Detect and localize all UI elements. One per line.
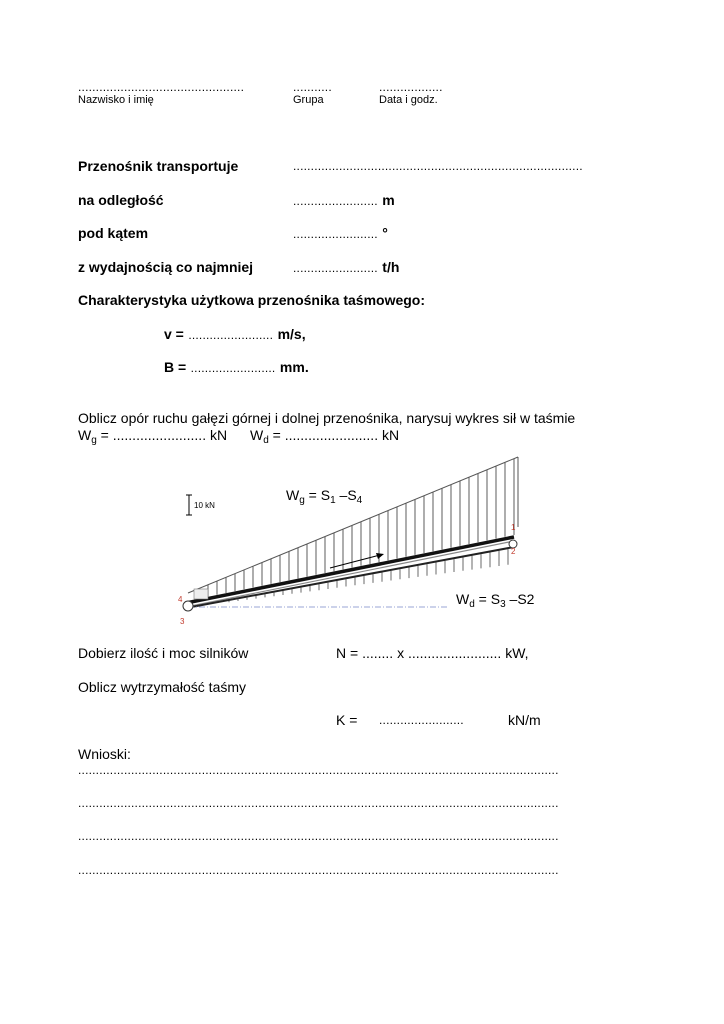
- point-1-label: 1: [511, 523, 516, 532]
- wg-equation: = ........................ kN: [96, 427, 228, 443]
- angle-label: pod kątem: [78, 225, 149, 241]
- resistance-instruction: Oblicz opór ruchu gałęzi górnej i dolnej przenośnika, narysuj wykres sił w taśmie: [78, 410, 576, 426]
- date-label: Data i godz.: [379, 94, 438, 106]
- capacity-label: z wydajnością co najmniej: [78, 259, 254, 275]
- angle-dots: ........................: [293, 227, 378, 241]
- b-dots: ........................: [190, 361, 276, 375]
- date-dots[interactable]: ..................: [379, 80, 443, 94]
- v-dots: ........................: [188, 328, 274, 342]
- b-unit: mm.: [279, 359, 309, 375]
- distance-field[interactable]: [293, 192, 395, 210]
- motors-label: Dobierz ilość i moc silników: [78, 645, 249, 661]
- b-field[interactable]: [164, 359, 309, 377]
- motors-formula[interactable]: N = ........ x ........................ kW,: [336, 645, 529, 661]
- wd-symbol: W: [250, 427, 264, 443]
- b-label: B =: [164, 359, 187, 375]
- v-field[interactable]: [164, 326, 306, 344]
- conclusion-line[interactable]: ........................................................................................................................................: [78, 796, 559, 810]
- point-4-label: 4: [178, 595, 183, 604]
- conclusion-line[interactable]: ........................................................................................................................................: [78, 863, 559, 877]
- capacity-unit: t/h: [382, 259, 400, 275]
- belt-force-diagram: [178, 457, 535, 627]
- transports-label: Przenośnik transportuje: [78, 158, 239, 174]
- strength-label: Oblicz wytrzymałość taśmy: [78, 679, 247, 695]
- k-label: K =: [336, 712, 358, 728]
- angle-field[interactable]: [293, 225, 388, 243]
- name-label: Nazwisko i imię: [78, 94, 154, 106]
- wg-field[interactable]: [78, 427, 228, 446]
- group-label: Grupa: [293, 94, 324, 106]
- conclusions-label: Wnioski:: [78, 746, 131, 762]
- distance-label: na odległość: [78, 192, 164, 208]
- point-3-label: 3: [180, 617, 185, 626]
- wg-subscript: g: [91, 435, 97, 446]
- k-unit: kN/m: [508, 712, 541, 728]
- wd-equation: = ........................ kN: [268, 427, 400, 443]
- name-dots[interactable]: ...............................................: [78, 80, 245, 94]
- v-label: v =: [164, 326, 184, 342]
- v-unit: m/s,: [277, 326, 306, 342]
- scale-label: 10 kN: [194, 501, 215, 510]
- k-dots[interactable]: ........................: [379, 713, 464, 727]
- capacity-dots: ........................: [293, 261, 378, 275]
- diagram-wg-label: $W_g = S_1$ $-S_4$: [286, 487, 363, 506]
- angle-unit: °: [382, 225, 388, 241]
- tail-frame: [194, 589, 208, 599]
- diagram-wd-label: $W_d = S_3$ –S2: [456, 591, 535, 610]
- distance-dots: ........................: [293, 194, 378, 208]
- wd-field[interactable]: [250, 427, 400, 446]
- conclusion-line[interactable]: ........................................................................................................................................: [78, 829, 559, 843]
- distance-unit: m: [382, 192, 395, 208]
- group-dots[interactable]: ...........: [293, 80, 332, 94]
- conclusion-line[interactable]: ........................................................................................................................................: [78, 763, 559, 777]
- wg-symbol: W: [78, 427, 92, 443]
- tail-pulley: [183, 601, 193, 611]
- characteristic-heading: Charakterystyka użytkowa przenośnika taśmowego:: [78, 292, 426, 308]
- capacity-field[interactable]: [293, 259, 399, 277]
- transports-dots[interactable]: ..................................................................................: [293, 159, 583, 173]
- point-2-label: 2: [511, 547, 516, 556]
- wd-subscript: d: [263, 435, 269, 446]
